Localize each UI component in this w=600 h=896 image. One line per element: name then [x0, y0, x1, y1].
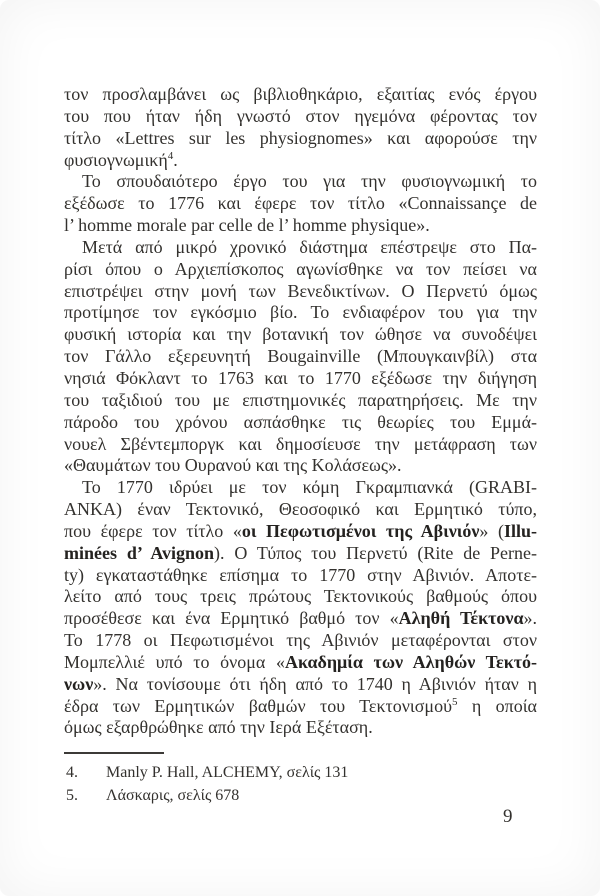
paragraph	[64, 237, 537, 477]
paragraph	[64, 477, 537, 739]
text-block	[64, 84, 537, 739]
text-line	[64, 281, 537, 303]
text-line	[64, 171, 537, 193]
text-segment: προτίμησε τον εγκόσμιο βίο. Το ενδιαφέρον του για την	[64, 302, 537, 323]
text-line	[64, 84, 537, 106]
text-segment: Το σπουδαιότερο έργο του για την φυσιογνωμική το	[82, 171, 537, 192]
bold-text-segment: minées d’ Avignon	[64, 542, 215, 563]
text-segment: του ταξιδιού του με επιστημονικές παρατηρήσεις. Με την	[64, 389, 537, 410]
text-line	[64, 412, 537, 434]
footnotes	[66, 762, 516, 807]
text-segment: Το 1770 ιδρύει με τον κόμη Γκραμπιανκά (GRABI-	[82, 477, 537, 498]
text-segment: τίτλο «Lettres sur les physiognomes» και αφορούσε την	[64, 127, 537, 148]
text-line	[64, 390, 537, 412]
text-line	[64, 717, 537, 739]
text-segment: ». Να τονίσουμε ότι ήδη από το 1740 η Αβινιόν ήταν η	[93, 673, 537, 694]
text-line	[64, 193, 537, 215]
text-line	[64, 302, 537, 324]
text-segment: ). Ο Τύπος του Περνετύ (Rite de Perne-	[214, 542, 537, 563]
text-line	[64, 652, 537, 674]
text-segment: τον Γάλλο εξερευνητή Bougainville (Μπουγκαινβίλ) στα	[64, 346, 537, 367]
bold-text-segment: οι Πεφωτισμένοι της Αβινιόν	[241, 520, 480, 541]
text-line	[64, 368, 537, 390]
paragraph	[64, 84, 537, 171]
text-segment: » (	[479, 520, 504, 541]
text-segment: νησιά Φόκλαντ το 1763 και το 1770 εξέδωσε την διήγηση	[64, 367, 537, 388]
footnote	[66, 762, 516, 785]
text-segment: έδρα των Ερμητικών βαθμών του Τεκτονισμού	[64, 695, 452, 716]
text-line	[64, 477, 537, 499]
text-line	[64, 455, 537, 477]
text-line	[64, 128, 537, 150]
text-line	[64, 106, 537, 128]
text-segment: φυσική ιστορία και την βοτανική τον ώθησε να συνοδέψει	[64, 324, 537, 345]
text-segment: .	[173, 149, 178, 170]
text-line	[64, 215, 537, 237]
text-segment: «Θαυμάτων του Ουρανού και της Κολάσεως».	[64, 455, 402, 476]
text-segment: του που ήταν ήδη γνωστό στον ηγεμόνα φέροντας τον	[64, 105, 537, 126]
text-line	[64, 521, 537, 543]
text-segment: που έφερε τον τίτλο «	[64, 520, 242, 541]
text-segment: l’ homme morale par celle de l’ homme physique».	[64, 215, 430, 236]
footnote-rule	[64, 752, 164, 754]
text-segment: φυσιογνωμική	[64, 149, 168, 170]
text-line	[64, 586, 537, 608]
text-segment: νουελ Σβέντεμποργκ και δημοσίευσε την μετάφραση των	[64, 433, 537, 454]
text-segment: ρίσι όπου ο Αρχιεπίσκοπος αγωνίσθηκε να τον πείσει να	[64, 258, 537, 279]
bold-text-segment: νων	[64, 673, 94, 694]
bold-text-segment: Illu-	[504, 520, 537, 541]
text-line	[64, 346, 537, 368]
footnote	[66, 785, 516, 808]
footnote-number: 4.	[66, 764, 78, 781]
text-line	[64, 237, 537, 259]
text-line	[64, 608, 537, 630]
footnote-text: Manly P. Hall, ALCHEMY, σελίς 131	[106, 764, 349, 781]
text-segment: Μομπελλιέ υπό το όνομα «	[64, 651, 285, 672]
text-segment: όμως εξαρθρώθηκε από την Ιερά Εξέταση.	[64, 717, 373, 738]
bold-text-segment: Ακαδημία των Αληθών Τεκτό-	[284, 651, 537, 672]
text-segment: λείτο από τους τρεις πρώτους Τεκτονικούς βαθμούς όπου	[64, 586, 537, 607]
text-line	[64, 150, 537, 172]
text-segment: Μετά από μικρό χρονικό διάστημα επέστρεψε στο Πα-	[82, 236, 537, 257]
text-line	[64, 434, 537, 456]
text-line	[64, 499, 537, 521]
text-segment: προσέθεσε και ένα Ερμητικό βαθμό τον «	[64, 608, 399, 629]
footnote-text: Λάσκαρις, σελίς 678	[106, 786, 240, 804]
text-line	[64, 543, 537, 565]
text-line	[64, 324, 537, 346]
text-segment: ty) εγκαταστάθηκε επίσημα το 1770 στην Αβινιόν. Αποτε-	[64, 564, 537, 585]
paragraph	[64, 171, 537, 237]
text-line	[64, 259, 537, 281]
footnote-reference: 4	[167, 149, 174, 162]
page-number: 9	[503, 806, 513, 827]
text-segment: επιστρέψει στην μονή των Βενεδικτίνων. Ο Περνετύ όμως	[64, 280, 537, 301]
text-segment: ».	[523, 608, 537, 629]
footnote-number: 5.	[66, 786, 78, 804]
text-line	[64, 696, 537, 718]
footnote-reference: 5	[452, 695, 458, 708]
text-segment: εξέδωσε το 1776 και έφερε τον τίτλο «Connaissançe de	[64, 193, 537, 214]
text-segment: πάροδο του χρόνου ασπάσθηκε τις θεωρίες του Εμμά-	[64, 411, 537, 432]
text-segment: η οποία	[457, 695, 537, 716]
text-line	[64, 674, 537, 696]
text-segment: ANKA) έναν Τεκτονικό, Θεοσοφικό και Ερμητικό τύπο,	[64, 499, 537, 520]
bold-text-segment: Αληθή Τέκτονα	[398, 608, 524, 629]
text-line	[64, 630, 537, 652]
text-line	[64, 565, 537, 587]
text-segment: Το 1778 οι Πεφωτισμένοι της Αβινιόν μεταφέρονται στον	[64, 630, 537, 651]
text-segment: τον προσλαμβάνει ως βιβλιοθηκάριο, εξαιτίας ενός έργου	[64, 84, 537, 104]
